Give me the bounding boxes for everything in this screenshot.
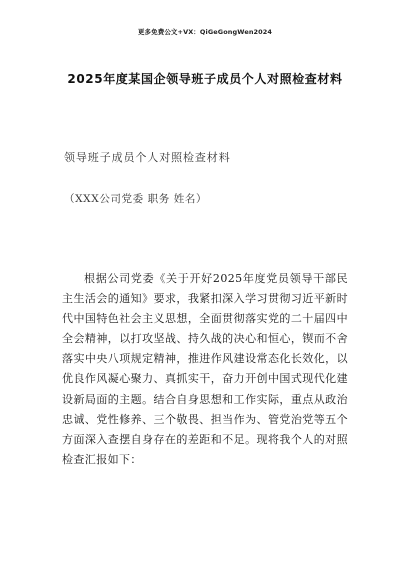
author-byline: （XXX公司党委 职务 姓名） <box>64 193 208 205</box>
document-title: 2025年度某国企领导班子成员个人对照检查材料 <box>67 72 343 86</box>
body-paragraph: 根据公司党委《关于开好2025年度党员领导干部民主生活会的通知》要求，我紧扣深入学习贯彻习近平新时代中国特色社会主义思想，全面贯彻落实党的二十届四中全会精神，以打攻坚战、持久战的决心和恒心，锲而不舍落实中央八项规定精神，推进作风建设常态化长效化，以优良作风凝心聚力、真抓实干，奋力开创中国式现代化建设新局面的主题。结合自身思想和工作实际，重点从政治忠诚、党性修养、三个敬畏、担当作为、管党治党等五个方面深入查摆自身存在的差距和不足。现将我个人的对照检查汇报如下： <box>62 272 348 466</box>
document-subtitle: 领导班子成员个人对照检查材料 <box>64 151 231 164</box>
header-note: 更多免费公文+VX：QiGeGongWen2024 <box>137 28 273 36</box>
